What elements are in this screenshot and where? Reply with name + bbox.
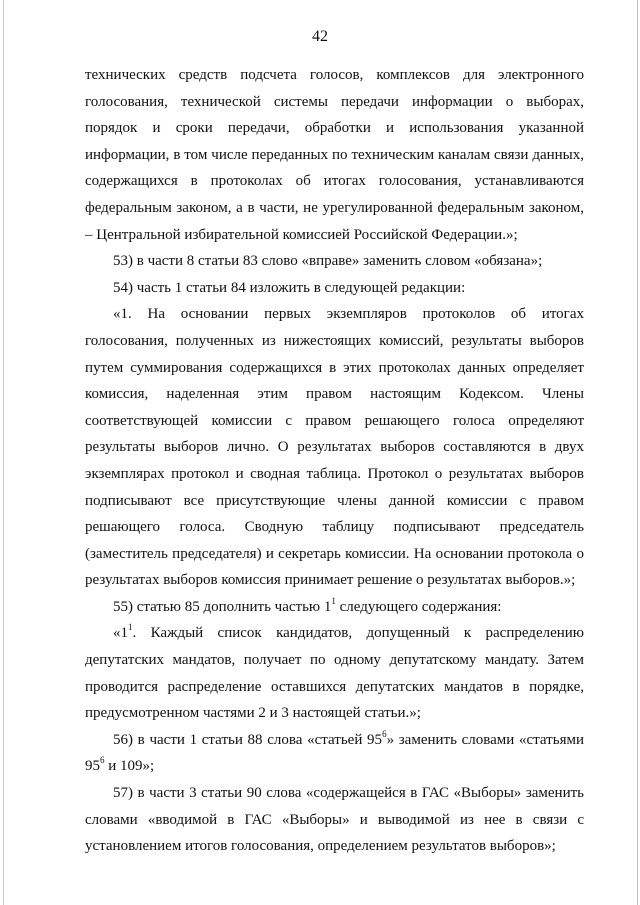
paragraph-item-53 (85, 248, 584, 275)
text-run: 53) в части 8 статьи 83 слово «вправе» заменить словом «обязана»; (113, 253, 543, 270)
paragraph-item-55-text (85, 620, 584, 726)
text-run: 55) статью 85 дополнить частью 1 (113, 598, 332, 615)
text-run: технических средств подсчета голосов, комплексов для электронного голосования, технической системы передачи информации о выборах, порядок и сроки передачи, обработки и использования указанной информации, в том числе переданных по техническим каналам связи данных, содержащихся в протоколах об итогах голосования, устанавливаются федеральным законом, а в части, не урегулированной федеральным законом, – Центральной избирательной комиссией Российской Федерации.»; (85, 67, 584, 243)
text-run: «1 (113, 625, 128, 642)
text-run: 54) часть 1 статьи 84 изложить в следующей редакции: (113, 279, 466, 296)
paragraph-item-54 (85, 275, 584, 302)
superscript: 6 (100, 755, 105, 766)
paragraph-item-54-text (85, 301, 584, 594)
text-run: «1. На основании первых экземпляров протоколов об итогах голосования, полученных из нижестоящих комиссий, результаты выборов путем суммирования содержащихся в этих протоколах данных определяет комиссия, наделенная этим правом настоящим Кодексом. Члены соответствующей комиссии с правом решающего голоса определяют результаты выборов лично. О результатах выборов составляются в двух экземплярах протокол и сводная таблица. Протокол о результатах выборов подписывают все присутствующие члены данной комиссии с правом решающего голоса. Сводную таблицу подписывают председатель (заместитель председателя) и секретарь комиссии. На основании протокола о результатах выборов комиссия принимает решение о результатах выборов.»; (85, 306, 584, 589)
text-run: » заменить словами «статьями 95 (85, 731, 584, 775)
text-run: . Каждый список кандидатов, допущенный к распределению депутатских мандатов, получает по одному депутатскому мандату. Затем проводится распределение оставшихся депутатских мандатов в порядке, предусмотренном частями 2 и 3 настоящей статьи.»; (85, 625, 584, 722)
paragraph-item-57 (85, 780, 584, 860)
document-body (85, 62, 584, 860)
paragraph-item-56 (85, 727, 584, 780)
scan-edge (3, 0, 4, 905)
text-run: и 109»; (104, 758, 155, 775)
paragraph-continuation (85, 62, 584, 248)
text-run: 56) в части 1 статьи 88 слова «статьей 95 (113, 731, 383, 748)
superscript: 1 (331, 595, 336, 606)
scan-edge (637, 0, 638, 905)
superscript: 1 (128, 622, 133, 633)
paragraph-item-55 (85, 594, 584, 621)
superscript: 6 (382, 728, 387, 739)
text-run: 57) в части 3 статьи 90 слова «содержащейся в ГАС «Выборы» заменить словами «вводимой в ГАС «Выборы» и выводимой из нее в связи с установлением итогов голосования, определением результатов выборов»; (85, 785, 584, 855)
text-run: следующего содержания: (335, 598, 502, 615)
page-number: 42 (312, 28, 328, 45)
